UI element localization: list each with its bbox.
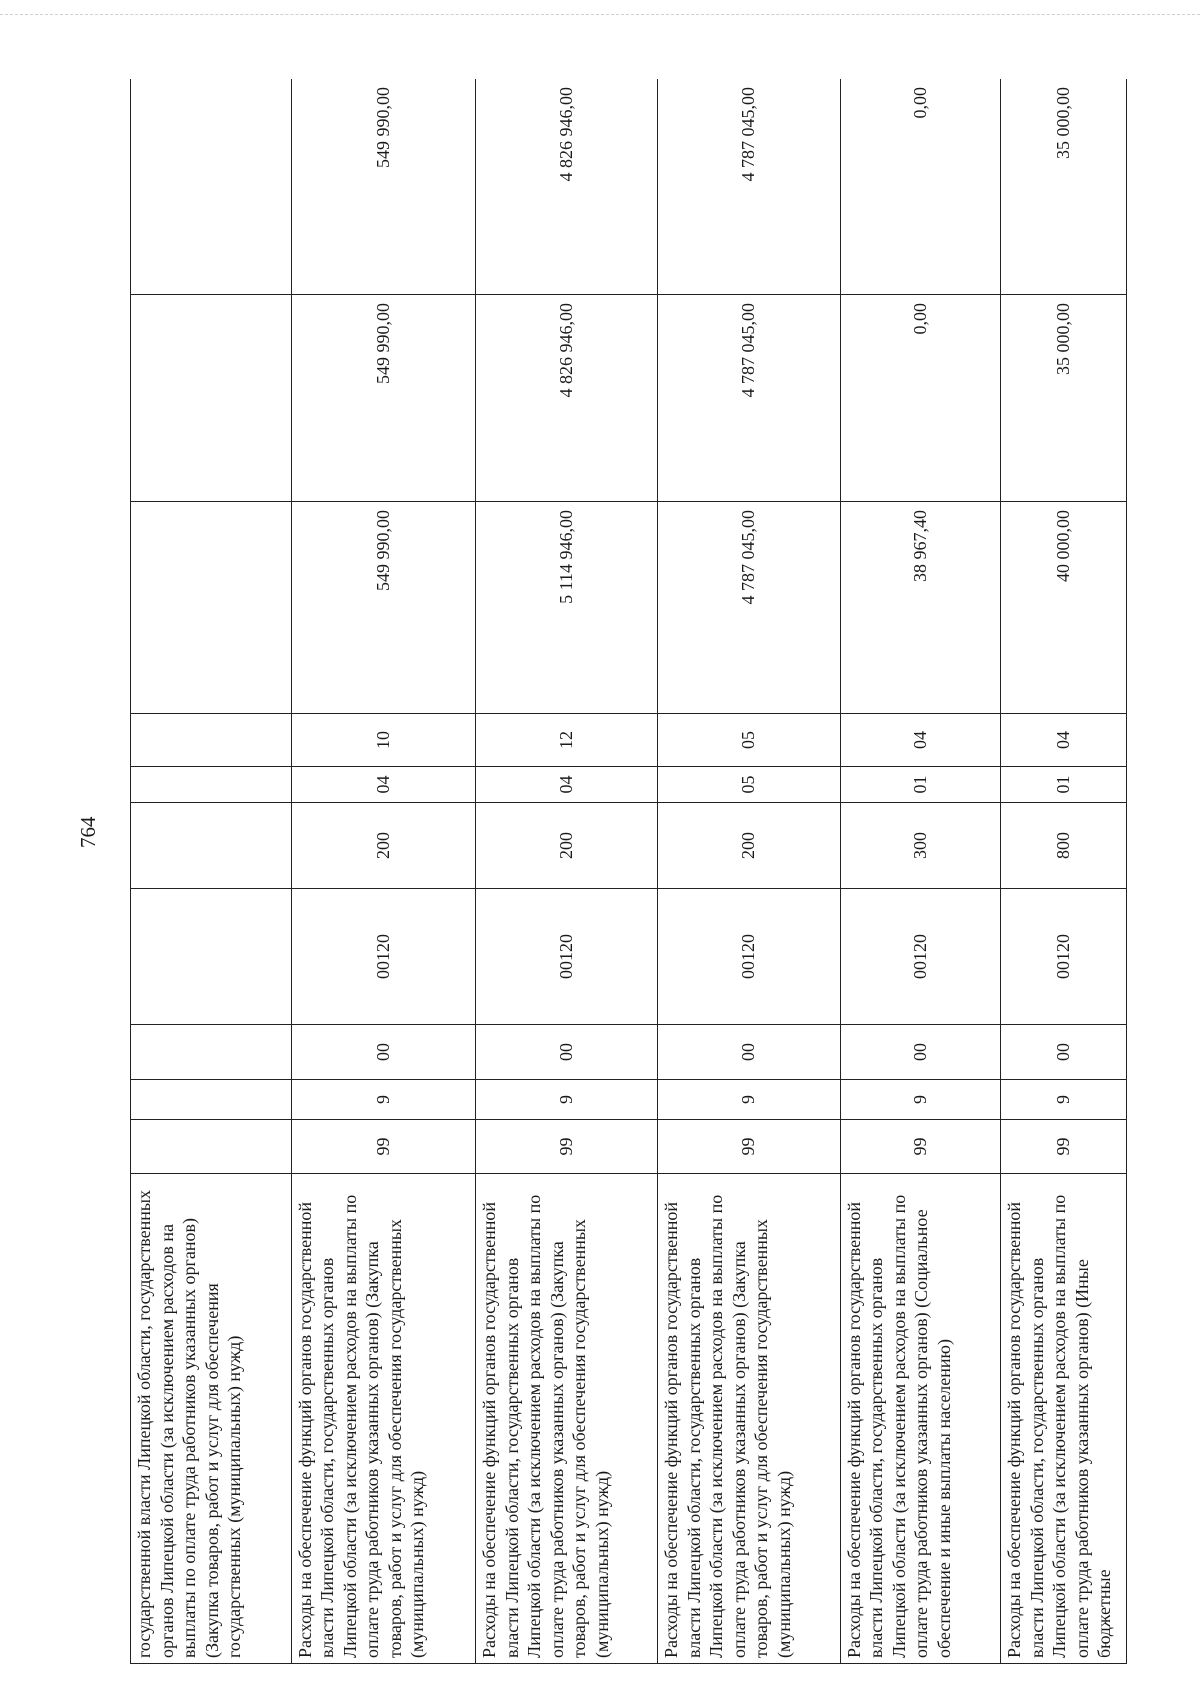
section-code: 04 (291, 767, 475, 803)
subsection-code (131, 714, 292, 767)
expense-type-code: 200 (476, 803, 658, 889)
subsection-code: 04 (840, 714, 1001, 767)
expense-type-code: 300 (840, 803, 1001, 889)
row-description: Расходы на обеспечение функций органов государственной власти Липецкой области, государственных органов Липецкой области (за исключением расходов на выплаты по оплате труда работников указанных органов) (Закупка товаров, работ и услуг для обеспечения государственных (муниципальных) нужд) (658, 1174, 840, 1664)
page-number: 764 (76, 816, 100, 848)
subsection-code: 05 (658, 714, 840, 767)
program-code: 99 (476, 1120, 658, 1174)
section-code: 01 (840, 767, 1001, 803)
amount-year-1: 549 990,00 (291, 502, 475, 714)
subsection-code: 10 (291, 714, 475, 767)
amount-year-1: 4 787 045,00 (658, 502, 840, 714)
main-event-code: 00 (476, 1025, 658, 1080)
expense-type-code: 800 (1001, 803, 1127, 889)
amount-year-3: 35 000,00 (1001, 79, 1127, 295)
table-row (476, 79, 658, 1664)
direction-code (131, 889, 292, 1025)
amount-year-1 (131, 502, 292, 714)
direction-code: 00120 (840, 889, 1001, 1025)
amount-year-2: 0,00 (840, 295, 1001, 502)
table-row (291, 79, 475, 1664)
program-code: 99 (658, 1120, 840, 1174)
rotated-table-frame (130, 79, 1127, 1664)
main-event-code: 00 (658, 1025, 840, 1080)
amount-year-3: 549 990,00 (291, 79, 475, 295)
main-event-code: 00 (840, 1025, 1001, 1080)
row-description: Расходы на обеспечение функций органов государственной власти Липецкой области, государственных органов Липецкой области (за исключением расходов на выплаты по оплате труда работников указанных органов) (Социальное обеспечение и иные выплаты населению) (840, 1174, 1001, 1664)
amount-year-1: 5 114 946,00 (476, 502, 658, 714)
scan-edge (0, 0, 1200, 15)
expense-type-code: 200 (658, 803, 840, 889)
amount-year-2: 4 826 946,00 (476, 295, 658, 502)
direction-code: 00120 (476, 889, 658, 1025)
subprogram-code: 9 (476, 1080, 658, 1120)
subprogram-code: 9 (291, 1080, 475, 1120)
subprogram-code: 9 (658, 1080, 840, 1120)
amount-year-1: 38 967,40 (840, 502, 1001, 714)
table-row (131, 79, 292, 1664)
direction-code: 00120 (1001, 889, 1127, 1025)
table-row (658, 79, 840, 1664)
main-event-code: 00 (291, 1025, 475, 1080)
amount-year-3 (131, 79, 292, 295)
amount-year-3: 0,00 (840, 79, 1001, 295)
row-description: Расходы на обеспечение функций органов государственной власти Липецкой области, государственных органов Липецкой области (за исключением расходов на выплаты по оплате труда работников указанных органов) (Закупка товаров, работ и услуг для обеспечения государственных (муниципальных) нужд) (291, 1174, 475, 1664)
subprogram-code (131, 1080, 292, 1120)
subsection-code: 04 (1001, 714, 1127, 767)
amount-year-3: 4 787 045,00 (658, 79, 840, 295)
amount-year-1: 40 000,00 (1001, 502, 1127, 714)
main-event-code: 00 (1001, 1025, 1127, 1080)
subprogram-code: 9 (840, 1080, 1001, 1120)
row-description: государственной власти Липецкой области, государственных органов Липецкой области (за исключением расходов на выплаты по оплате труда работников указанных органов) (Закупка товаров, работ и услуг для обеспечения государственных (муниципальных) нужд) (131, 1174, 292, 1664)
amount-year-2: 4 787 045,00 (658, 295, 840, 502)
main-event-code (131, 1025, 292, 1080)
subsection-code: 12 (476, 714, 658, 767)
program-code: 99 (291, 1120, 475, 1174)
program-code: 99 (1001, 1120, 1127, 1174)
amount-year-3: 4 826 946,00 (476, 79, 658, 295)
row-description: Расходы на обеспечение функций органов государственной власти Липецкой области, государственных органов Липецкой области (за исключением расходов на выплаты по оплате труда работников указанных органов) (Иные бюджетные (1001, 1174, 1127, 1664)
table-body (131, 79, 1127, 1664)
budget-table-container (130, 79, 1127, 1664)
amount-year-2 (131, 295, 292, 502)
direction-code: 00120 (291, 889, 475, 1025)
section-code (131, 767, 292, 803)
budget-table (130, 79, 1127, 1664)
section-code: 05 (658, 767, 840, 803)
program-code (131, 1120, 292, 1174)
section-code: 04 (476, 767, 658, 803)
row-description: Расходы на обеспечение функций органов государственной власти Липецкой области, государственных органов Липецкой области (за исключением расходов на выплаты по оплате труда работников указанных органов) (Закупка товаров, работ и услуг для обеспечения государственных (муниципальных) нужд) (476, 1174, 658, 1664)
program-code: 99 (840, 1120, 1001, 1174)
table-row (1001, 79, 1127, 1664)
expense-type-code (131, 803, 292, 889)
table-row (840, 79, 1001, 1664)
expense-type-code: 200 (291, 803, 475, 889)
amount-year-2: 549 990,00 (291, 295, 475, 502)
section-code: 01 (1001, 767, 1127, 803)
direction-code: 00120 (658, 889, 840, 1025)
subprogram-code: 9 (1001, 1080, 1127, 1120)
amount-year-2: 35 000,00 (1001, 295, 1127, 502)
